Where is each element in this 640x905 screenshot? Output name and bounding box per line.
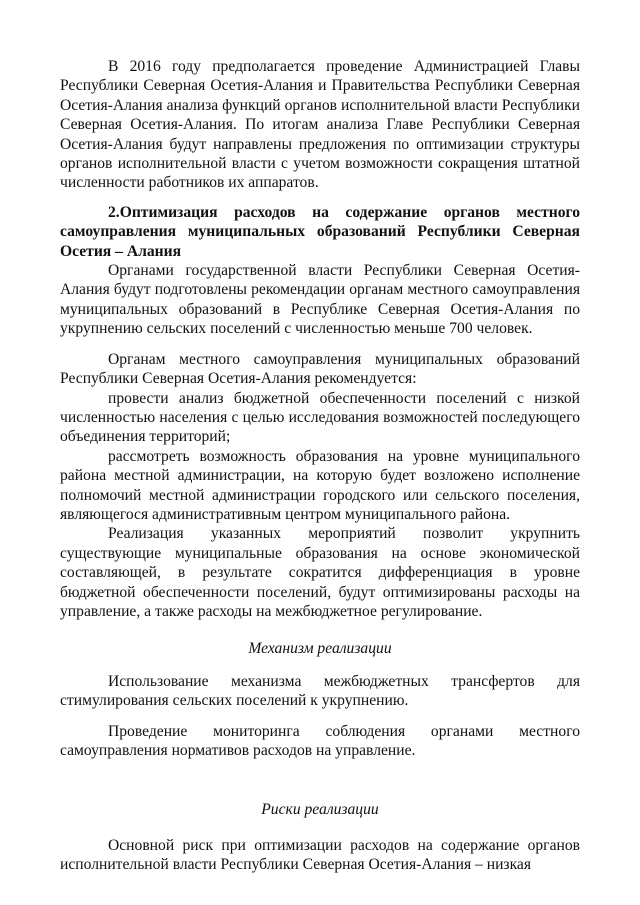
paragraph-analysis-2016: В 2016 году предполагается проведение Администрацией Главы Республики Северная Осетия-Алания и Правительства Республики Северная Осетия-Алания анализа функций органов исполнительной власти Республики Северная Осетия-Алания. По итогам анализа Главе Республики Северная Осетия-Алания будут направлены предложения по оптимизации структуры органов исполнительной власти с учетом возможности сокращения штатной численности работников их аппаратов. — [60, 58, 580, 192]
subheading-risks: Риски реализации — [261, 801, 379, 819]
paragraph-recommendations: Органами государственной власти Республики Северная Осетия-Алания будут подготовлены рекомендации органам местного самоуправления муниципальных образований в Республике Северная Осетия-Алания по укрупнению сельских поселений с численностью меньше 700 человек. — [60, 262, 580, 338]
subheading-mechanism: Механизм реализации — [248, 640, 392, 658]
document-body — [60, 57, 580, 875]
paragraph-transfers: Использование механизма межбюджетных трансфертов для стимулирования сельских поселений к укрупнению. — [60, 672, 580, 710]
paragraph-implementation-result: Реализация указанных мероприятий позволит укрупнить существующие муниципальные образования на основе экономической составляющей, в результате сократится дифференциация в уровне бюджетной обеспеченности поселений, будут оптимизированы расходы на управление, а также расходы на межбюджетное регулирование. — [60, 525, 580, 620]
paragraph-budget-analysis: провести анализ бюджетной обеспеченности поселений с низкой численностью населения с целью исследования возможностей последующего объединения территорий; — [60, 389, 580, 446]
paragraph-monitoring: Проведение мониторинга соблюдения органами местного самоуправления нормативов расходов на управление. — [60, 722, 580, 759]
paragraph-district-administration: рассмотреть возможность образования на уровне муниципального района местной администрации, на которую будет возложено исполнение полномочий местной администрации городского или сельского поселения, являющегося административным центром муниципального района. — [60, 447, 580, 523]
paragraph-main-risk: Основной риск при оптимизации расходов на содержание органов исполнительной власти Республики Северная Осетия-Алания – низкая — [60, 836, 580, 874]
section-heading-optimization: 2.Оптимизация расходов на содержание органов местного самоуправления муниципальных образований Республики Северная Осетия – Алания — [60, 203, 580, 260]
paragraph-local-bodies: Органам местного самоуправления муниципальных образований Республики Северная Осетия-Алания рекомендуется: — [60, 350, 580, 388]
